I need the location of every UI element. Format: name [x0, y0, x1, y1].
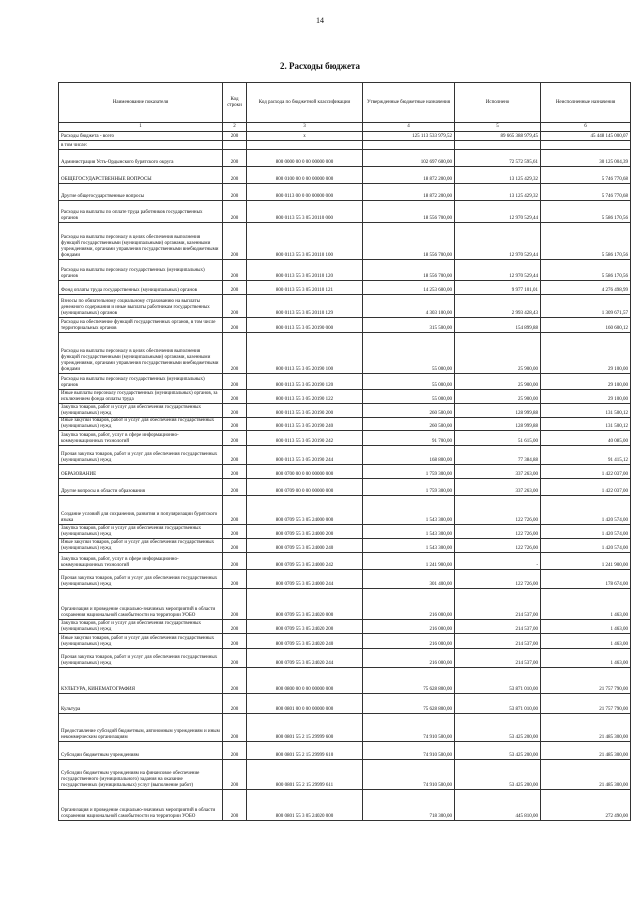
- cell-indicator-name: Администрация Усть-Ордынского бурятского округа: [59, 150, 223, 167]
- cell-expense-code: 800 0709 55 3 05 24020 240: [247, 634, 363, 649]
- cell-indicator-name: ОБЩЕГОСУДАРСТВЕННЫЕ ВОПРОСЫ: [59, 167, 223, 184]
- cell-indicator-name: Прочая закупка товаров, работ и услуг для обеспечения государственных (муниципальных) нужд: [59, 649, 223, 668]
- cell-expense-code: 800 0113 55 3 05 20190 122: [247, 390, 363, 404]
- cell-indicator-name: Предоставление субсидий бюджетным, автономным учреждениям и иным некоммерческим организациям: [59, 714, 223, 742]
- cell-line-code: 200: [223, 525, 247, 539]
- column-number: 1: [59, 123, 223, 132]
- cell-approved: 1 241 900,00: [363, 553, 455, 570]
- cell-expense-code: 800 0709 55 3 05 24000 000: [247, 496, 363, 525]
- cell-executed: 154 899,88: [455, 318, 541, 333]
- cell-executed: 77 384,88: [455, 446, 541, 465]
- cell-executed: 337 263,00: [455, 465, 541, 479]
- cell-executed: 122 726,00: [455, 525, 541, 539]
- cell-expense-code: 800 0000 00 0 00 00000 000: [247, 150, 363, 167]
- cell-line-code: 200: [223, 553, 247, 570]
- cell-line-code: 200: [223, 479, 247, 496]
- cell-expense-code: 800 0800 00 0 00 00000 000: [247, 668, 363, 694]
- table-row: [59, 465, 631, 479]
- budget-expenses-table: [58, 82, 631, 821]
- cell-expense-code: 800 0113 55 3 05 20110 129: [247, 295, 363, 318]
- cell-line-code: 200: [223, 760, 247, 790]
- cell-line-code: 200: [223, 374, 247, 390]
- cell-approved: 75 628 800,00: [363, 668, 455, 694]
- cell-line-code: 200: [223, 295, 247, 318]
- table-row: [59, 446, 631, 465]
- cell-approved: 74 910 500,00: [363, 742, 455, 760]
- cell-unexecuted: 5 746 770,68: [541, 167, 631, 184]
- cell-approved: 102 697 600,00: [363, 150, 455, 167]
- cell-expense-code: 800 0709 55 3 05 24020 200: [247, 620, 363, 634]
- table-row: [59, 374, 631, 390]
- cell-indicator-name: Иные закупки товаров, работ и услуг для обеспечения государственных (муниципальных) нужд: [59, 634, 223, 649]
- column-number: 5: [455, 123, 541, 132]
- cell-indicator-name: Организация и проведение социально-значимых мероприятий в области сохранения национальной самобытности на территории УОБО: [59, 790, 223, 821]
- cell-line-code: 200: [223, 431, 247, 446]
- table-row: [59, 184, 631, 201]
- table-row: [59, 333, 631, 374]
- cell-approved: 216 000,00: [363, 649, 455, 668]
- cell-unexecuted: 131 500,12: [541, 404, 631, 418]
- table-row: [59, 318, 631, 333]
- cell-executed: 122 726,00: [455, 539, 541, 553]
- cell-indicator-name: Расходы на обеспечение функций государственных органов, в том числе территориальных органов: [59, 318, 223, 333]
- table-row: [59, 404, 631, 418]
- cell-indicator-name: Расходы на выплаты по оплате труда работников государственных органов: [59, 201, 223, 223]
- cell-indicator-name: Расходы на выплаты персоналу государственных (муниципальных) органов: [59, 374, 223, 390]
- cell-expense-code: 800 0801 55 2 15 29999 611: [247, 760, 363, 790]
- table-row: [59, 496, 631, 525]
- cell-approved: 301 400,00: [363, 570, 455, 589]
- cell-unexecuted: 40 085,00: [541, 431, 631, 446]
- cell-executed: 2 993 428,43: [455, 295, 541, 318]
- cell-approved: 216 000,00: [363, 620, 455, 634]
- table-row: [59, 649, 631, 668]
- cell-executed: 214 537,00: [455, 620, 541, 634]
- cell-indicator-name: Закупка товаров, работ и услуг для обеспечения государственных (муниципальных) нужд: [59, 620, 223, 634]
- cell-approved: 168 800,00: [363, 446, 455, 465]
- cell-approved: 1 759 300,00: [363, 479, 455, 496]
- cell-unexecuted: 91 415,12: [541, 446, 631, 465]
- header-unexecuted: Неисполненные назначения: [541, 83, 631, 123]
- cell-unexecuted: 21 757 790,00: [541, 668, 631, 694]
- cell-executed: [455, 141, 541, 150]
- cell-indicator-name: Прочая закупка товаров, работ и услуг для обеспечения государственных (муниципальных) нужд: [59, 570, 223, 589]
- cell-unexecuted: 1 422 037,00: [541, 465, 631, 479]
- cell-executed: 214 537,00: [455, 634, 541, 649]
- cell-executed: 9 977 101,01: [455, 281, 541, 295]
- cell-line-code: 200: [223, 790, 247, 821]
- cell-line-code: 200: [223, 714, 247, 742]
- cell-indicator-name: Создание условий для сохранения, развития и популяризации бурятского языка: [59, 496, 223, 525]
- cell-indicator-name: Расходы на выплаты персоналу государственных (муниципальных) органов: [59, 260, 223, 281]
- cell-line-code: [223, 141, 247, 150]
- cell-unexecuted: 1 420 574,00: [541, 539, 631, 553]
- cell-executed: -: [455, 553, 541, 570]
- cell-unexecuted: 272 490,00: [541, 790, 631, 821]
- cell-approved: 315 500,00: [363, 318, 455, 333]
- cell-expense-code: 800 0113 55 3 05 20110 120: [247, 260, 363, 281]
- cell-approved: 260 500,00: [363, 418, 455, 431]
- cell-executed: 12 970 529,44: [455, 260, 541, 281]
- column-number-row: [59, 123, 631, 132]
- cell-expense-code: 800 0113 55 3 05 20110 121: [247, 281, 363, 295]
- cell-line-code: 200: [223, 694, 247, 714]
- cell-approved: 718 300,00: [363, 790, 455, 821]
- cell-expense-code: 800 0113 55 3 05 20110 000: [247, 201, 363, 223]
- cell-unexecuted: 1 463,00: [541, 620, 631, 634]
- column-number: 4: [363, 123, 455, 132]
- cell-approved: 4 303 100,00: [363, 295, 455, 318]
- cell-approved: 18 872 200,00: [363, 184, 455, 201]
- cell-line-code: 200: [223, 465, 247, 479]
- cell-unexecuted: 4 276 498,99: [541, 281, 631, 295]
- header-approved: Утвержденные бюджетные назначения: [363, 83, 455, 123]
- cell-expense-code: 800 0113 55 3 05 20190 120: [247, 374, 363, 390]
- header-indicator-name: Наименование показателя: [59, 83, 223, 123]
- cell-unexecuted: 29 100,00: [541, 333, 631, 374]
- cell-executed: 53 425 200,00: [455, 714, 541, 742]
- cell-line-code: 200: [223, 201, 247, 223]
- cell-approved: 216 000,00: [363, 589, 455, 620]
- cell-approved: 260 500,00: [363, 404, 455, 418]
- table-row: [59, 553, 631, 570]
- cell-expense-code: 800 0113 55 3 05 20190 244: [247, 446, 363, 465]
- cell-executed: 25 900,00: [455, 390, 541, 404]
- cell-approved: 75 628 800,00: [363, 694, 455, 714]
- cell-expense-code: 800 0709 00 0 00 00000 000: [247, 479, 363, 496]
- table-row: [59, 570, 631, 589]
- cell-approved: 1 543 300,00: [363, 525, 455, 539]
- cell-unexecuted: 5 586 170,56: [541, 260, 631, 281]
- cell-indicator-name: Культура: [59, 694, 223, 714]
- cell-line-code: 200: [223, 404, 247, 418]
- cell-expense-code: 800 0801 55 3 05 24020 000: [247, 790, 363, 821]
- cell-expense-code: 800 0113 55 3 05 20190 242: [247, 431, 363, 446]
- cell-expense-code: 800 0709 55 3 05 24000 240: [247, 539, 363, 553]
- cell-expense-code: 800 0113 00 0 00 00000 000: [247, 184, 363, 201]
- cell-expense-code: 800 0801 00 0 00 00000 000: [247, 694, 363, 714]
- cell-approved: 18 556 700,00: [363, 201, 455, 223]
- cell-indicator-name: Закупка товаров, работ и услуг для обеспечения государственных (муниципальных) нужд: [59, 404, 223, 418]
- cell-approved: 18 556 700,00: [363, 260, 455, 281]
- cell-expense-code: 800 0113 55 3 05 20190 000: [247, 318, 363, 333]
- cell-indicator-name: Расходы на выплаты персоналу в целях обеспечения выполнения функций государственными (муниципальными) органами, казенными учреждениями, органами управления государственными внебюджетными фондами: [59, 333, 223, 374]
- table-row: [59, 132, 631, 141]
- cell-executed: 122 726,00: [455, 496, 541, 525]
- table-row: [59, 760, 631, 790]
- cell-indicator-name: ОБРАЗОВАНИЕ: [59, 465, 223, 479]
- cell-executed: 12 970 529,44: [455, 223, 541, 260]
- table-row: [59, 714, 631, 742]
- cell-line-code: 200: [223, 184, 247, 201]
- cell-approved: 55 000,00: [363, 374, 455, 390]
- table-row: [59, 141, 631, 150]
- table-body: [59, 123, 631, 821]
- cell-expense-code: 800 0113 55 3 05 20110 100: [247, 223, 363, 260]
- cell-unexecuted: 21 485 300,00: [541, 760, 631, 790]
- cell-expense-code: 800 0709 55 3 05 24020 244: [247, 649, 363, 668]
- table-row: [59, 150, 631, 167]
- cell-unexecuted: 1 420 574,00: [541, 496, 631, 525]
- table-row: [59, 223, 631, 260]
- cell-approved: 216 000,00: [363, 634, 455, 649]
- cell-indicator-name: Другие общегосударственные вопросы: [59, 184, 223, 201]
- cell-approved: 1 543 300,00: [363, 496, 455, 525]
- cell-line-code: 200: [223, 742, 247, 760]
- cell-unexecuted: 45 448 145 000,07: [541, 132, 631, 141]
- cell-line-code: 200: [223, 496, 247, 525]
- table-row: [59, 668, 631, 694]
- cell-approved: 91 700,00: [363, 431, 455, 446]
- cell-executed: 53 871 010,00: [455, 668, 541, 694]
- section-title: 2. Расходы бюджета: [280, 61, 360, 71]
- cell-expense-code: 800 0700 00 0 00 00000 000: [247, 465, 363, 479]
- cell-expense-code: 800 0113 55 3 05 20190 100: [247, 333, 363, 374]
- cell-line-code: 200: [223, 150, 247, 167]
- cell-expense-code: 800 0113 55 3 05 20190 240: [247, 418, 363, 431]
- cell-line-code: 200: [223, 260, 247, 281]
- cell-approved: 1 759 300,00: [363, 465, 455, 479]
- cell-line-code: 200: [223, 223, 247, 260]
- cell-expense-code: x: [247, 132, 363, 141]
- table-row: [59, 539, 631, 553]
- cell-unexecuted: 21 485 300,00: [541, 714, 631, 742]
- cell-approved: 18 872 200,00: [363, 167, 455, 184]
- cell-executed: 12 970 529,44: [455, 201, 541, 223]
- cell-approved: 55 000,00: [363, 333, 455, 374]
- cell-line-code: 200: [223, 318, 247, 333]
- cell-executed: 25 900,00: [455, 333, 541, 374]
- table-row: [59, 418, 631, 431]
- table-row: [59, 589, 631, 620]
- table-row: [59, 742, 631, 760]
- cell-line-code: 200: [223, 446, 247, 465]
- column-number: 6: [541, 123, 631, 132]
- cell-indicator-name: Расходы на выплаты персоналу в целях обеспечения выполнения функций государственными (муниципальными) органами, казенными учреждениями, органами управления государственными внебюджетными фондами: [59, 223, 223, 260]
- cell-line-code: 200: [223, 589, 247, 620]
- table-row: [59, 260, 631, 281]
- cell-approved: 55 000,00: [363, 390, 455, 404]
- cell-line-code: 200: [223, 281, 247, 295]
- cell-unexecuted: 1 422 037,00: [541, 479, 631, 496]
- table-row: [59, 479, 631, 496]
- cell-executed: 445 810,00: [455, 790, 541, 821]
- table-row: [59, 295, 631, 318]
- cell-unexecuted: 1 309 671,57: [541, 295, 631, 318]
- cell-executed: 53 425 200,00: [455, 760, 541, 790]
- cell-executed: 13 125 429,32: [455, 167, 541, 184]
- cell-indicator-name: Субсидии бюджетным учреждениям: [59, 742, 223, 760]
- cell-expense-code: 800 0113 55 3 05 20190 200: [247, 404, 363, 418]
- header-executed: Исполнено: [455, 83, 541, 123]
- cell-executed: 51 615,00: [455, 431, 541, 446]
- cell-expense-code: 800 0709 55 3 05 24000 242: [247, 553, 363, 570]
- cell-indicator-name: Закупка товаров, работ и услуг для обеспечения государственных (муниципальных) нужд: [59, 525, 223, 539]
- header-expense-code: Код расхода по бюджетной классификации: [247, 83, 363, 123]
- cell-unexecuted: 1 241 900,00: [541, 553, 631, 570]
- page-number: 14: [316, 16, 324, 25]
- cell-line-code: 200: [223, 390, 247, 404]
- cell-unexecuted: 1 463,00: [541, 634, 631, 649]
- table-row: [59, 390, 631, 404]
- cell-expense-code: 800 0709 55 3 05 24000 244: [247, 570, 363, 589]
- table-row: [59, 201, 631, 223]
- cell-indicator-name: Взносы по обязательному социальному страхованию на выплаты денежного содержания и иные выплаты работникам государственных (муниципальных) органов: [59, 295, 223, 318]
- cell-expense-code: 800 0801 55 2 15 29999 610: [247, 742, 363, 760]
- cell-indicator-name: Иные закупки товаров, работ и услуг для обеспечения государственных (муниципальных) нужд: [59, 418, 223, 431]
- cell-line-code: 200: [223, 634, 247, 649]
- cell-unexecuted: 178 674,00: [541, 570, 631, 589]
- cell-approved: 125 113 533 979,52: [363, 132, 455, 141]
- cell-unexecuted: 1 420 574,00: [541, 525, 631, 539]
- cell-executed: 89 665 388 979,45: [455, 132, 541, 141]
- cell-expense-code: 800 0801 55 2 15 29999 600: [247, 714, 363, 742]
- cell-indicator-name: Фонд оплаты труда государственных (муниципальных) органов: [59, 281, 223, 295]
- cell-executed: 122 726,00: [455, 570, 541, 589]
- cell-unexecuted: 160 600,12: [541, 318, 631, 333]
- table-row: [59, 620, 631, 634]
- cell-line-code: 200: [223, 570, 247, 589]
- cell-indicator-name: Организация и проведение социально-значимых мероприятий в области сохранения национальной самобытности на территории УОБО: [59, 589, 223, 620]
- cell-approved: 1 543 300,00: [363, 539, 455, 553]
- cell-line-code: 200: [223, 668, 247, 694]
- cell-line-code: 200: [223, 620, 247, 634]
- cell-expense-code: [247, 141, 363, 150]
- table-row: [59, 525, 631, 539]
- cell-executed: 337 263,00: [455, 479, 541, 496]
- cell-expense-code: 800 0709 55 3 05 24020 000: [247, 589, 363, 620]
- cell-unexecuted: 30 125 004,39: [541, 150, 631, 167]
- table-row: [59, 281, 631, 295]
- cell-line-code: 200: [223, 539, 247, 553]
- cell-unexecuted: 29 100,00: [541, 390, 631, 404]
- column-number: 3: [247, 123, 363, 132]
- cell-indicator-name: Субсидии бюджетным учреждениям на финансовое обеспечение государственного (муниципального) задания на оказание государственных (муниципальных) услуг (выполнение работ): [59, 760, 223, 790]
- table-row: [59, 694, 631, 714]
- cell-line-code: 200: [223, 167, 247, 184]
- cell-line-code: 200: [223, 418, 247, 431]
- cell-unexecuted: 21 485 300,00: [541, 742, 631, 760]
- cell-expense-code: 800 0100 00 0 00 00000 000: [247, 167, 363, 184]
- cell-approved: 74 910 500,00: [363, 760, 455, 790]
- cell-unexecuted: 1 463,00: [541, 649, 631, 668]
- cell-line-code: 200: [223, 649, 247, 668]
- table-row: [59, 634, 631, 649]
- cell-indicator-name: Иные закупки товаров, работ и услуг для обеспечения государственных (муниципальных) нужд: [59, 539, 223, 553]
- cell-indicator-name: Расходы бюджета - всего: [59, 132, 223, 141]
- cell-approved: [363, 141, 455, 150]
- cell-expense-code: 800 0709 55 3 05 24000 200: [247, 525, 363, 539]
- cell-indicator-name: Закупка товаров, работ, услуг в сфере информационно-коммуникационных технологий: [59, 431, 223, 446]
- cell-executed: 72 572 595,61: [455, 150, 541, 167]
- table-row: [59, 790, 631, 821]
- table-row: [59, 167, 631, 184]
- cell-approved: 14 253 600,00: [363, 281, 455, 295]
- cell-indicator-name: в том числе:: [59, 141, 223, 150]
- cell-approved: 18 556 700,00: [363, 223, 455, 260]
- cell-executed: 13 125 429,32: [455, 184, 541, 201]
- header-line-code: Код строки: [223, 83, 247, 123]
- cell-indicator-name: КУЛЬТУРА, КИНЕМАТОГРАФИЯ: [59, 668, 223, 694]
- cell-executed: 128 999,88: [455, 418, 541, 431]
- cell-indicator-name: Прочая закупка товаров, работ и услуг для обеспечения государственных (муниципальных) нужд: [59, 446, 223, 465]
- cell-indicator-name: Закупка товаров, работ, услуг в сфере информационно-коммуникационных технологий: [59, 553, 223, 570]
- cell-indicator-name: Другие вопросы в области образования: [59, 479, 223, 496]
- cell-unexecuted: 5 746 770,68: [541, 184, 631, 201]
- column-number: 2: [223, 123, 247, 132]
- cell-unexecuted: 21 757 790,00: [541, 694, 631, 714]
- cell-executed: 53 871 010,00: [455, 694, 541, 714]
- cell-executed: 25 900,00: [455, 374, 541, 390]
- cell-unexecuted: 1 463,00: [541, 589, 631, 620]
- cell-executed: 128 999,88: [455, 404, 541, 418]
- cell-executed: 214 537,00: [455, 649, 541, 668]
- cell-unexecuted: [541, 141, 631, 150]
- cell-unexecuted: 29 100,00: [541, 374, 631, 390]
- cell-executed: 214 537,00: [455, 589, 541, 620]
- cell-executed: 53 425 200,00: [455, 742, 541, 760]
- cell-unexecuted: 131 500,12: [541, 418, 631, 431]
- cell-unexecuted: 5 586 170,56: [541, 201, 631, 223]
- cell-line-code: 200: [223, 333, 247, 374]
- table-row: [59, 431, 631, 446]
- cell-approved: 74 910 500,00: [363, 714, 455, 742]
- cell-line-code: 200: [223, 132, 247, 141]
- cell-indicator-name: Иные выплаты персоналу государственных (муниципальных) органов, за исключением фонда оплаты труда: [59, 390, 223, 404]
- cell-unexecuted: 5 586 170,56: [541, 223, 631, 260]
